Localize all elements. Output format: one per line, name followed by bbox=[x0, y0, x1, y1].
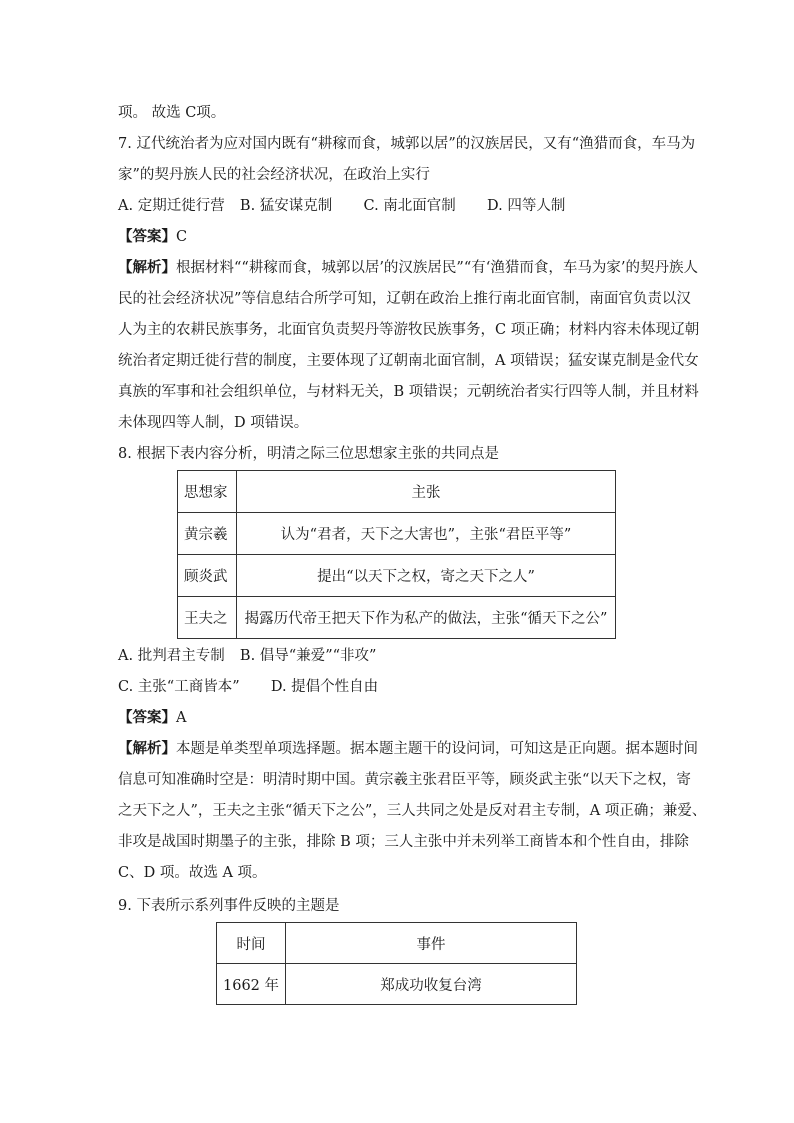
analysis-text: 信息可知准确时空是：明清时期中国。黄宗羲主张君臣平等，顾炎武主张“以天下之权，寄 bbox=[118, 772, 691, 788]
option-a: A. 批判君主专制 bbox=[118, 648, 225, 664]
question-8-answer bbox=[118, 708, 186, 728]
question-7-answer bbox=[118, 227, 187, 247]
table-cell: 王夫之 bbox=[178, 597, 237, 639]
analysis-text: 统治者定期迁徙行营的制度，主要体现了辽朝南北面官制，A 项错误；猛安谋克制是金代女 bbox=[118, 353, 699, 369]
question-7-analysis bbox=[118, 258, 698, 278]
option-b: B. 猛安谋克制 bbox=[239, 198, 333, 214]
table-cell: 认为“君者，天下之大害也”，主张“君臣平等” bbox=[237, 513, 616, 555]
analysis-text: 本题是单类型单项选择题。据本题主题干的设问词，可知这是正向题。据本题时间 bbox=[176, 741, 698, 757]
table-header-row bbox=[178, 471, 616, 513]
analysis-text: 之天下之人”，王夫之主张“循天下之公”，三人共同之处是反对君主专制，A 项正确；兼爱、 bbox=[118, 803, 707, 819]
table-cell: 黄宗羲 bbox=[178, 513, 237, 555]
question-8-stem: 8. 根据下表内容分析，明清之际三位思想家主张的共同点是 bbox=[118, 446, 499, 462]
analysis-text: 真族的军事和社会组织单位，与材料无关，B 项错误；元朝统治者实行四等人制，并且材料 bbox=[118, 384, 699, 400]
table-header-cell: 时间 bbox=[217, 923, 286, 964]
answer-label: 【答案】 bbox=[118, 228, 176, 245]
analysis-text: 根据材料““耕稼而食，城郭以居’的汉族居民”“有‘渔猎而食，车马为家’的契丹族人 bbox=[176, 260, 698, 276]
table-row bbox=[178, 555, 616, 597]
table-header-cell: 思想家 bbox=[178, 471, 237, 513]
table-header-row bbox=[217, 923, 577, 964]
analysis-text: 人为主的农耕民族事务，北面官负责契丹等游牧民族事务，C 项正确；材料内容未体现辽朝 bbox=[118, 322, 700, 338]
table-header-cell: 主张 bbox=[237, 471, 616, 513]
table-row bbox=[178, 513, 616, 555]
option-b: B. 倡导“兼爱”“非攻” bbox=[239, 648, 377, 664]
table-cell: 1662 年 bbox=[217, 964, 286, 1005]
option-c: C. 主张“工商皆本” bbox=[118, 679, 240, 695]
answer-label: 【答案】 bbox=[118, 709, 176, 726]
table-header-cell: 事件 bbox=[286, 923, 577, 964]
table-cell: 提出“以天下之权，寄之天下之人” bbox=[237, 555, 616, 597]
analysis-text: 未体现四等人制，D 项错误。 bbox=[118, 415, 309, 431]
analysis-text: 民的社会经济状况”等信息结合所学可知，辽朝在政治上推行南北面官制，南面官负责以汉 bbox=[118, 291, 691, 307]
analysis-text: C、D 项。故选 A 项。 bbox=[118, 865, 267, 881]
table-row bbox=[178, 597, 616, 639]
option-d: D. 提倡个性自由 bbox=[270, 679, 379, 695]
option-a: A. 定期迁徙行营 bbox=[118, 198, 225, 214]
question-8-analysis bbox=[118, 739, 698, 759]
table-row bbox=[217, 964, 577, 1005]
analysis-label: 【解析】 bbox=[118, 740, 176, 757]
question-7-stem-cont: 家”的契丹族人民的社会经济状况，在政治上实行 bbox=[118, 167, 430, 183]
answer-value: C bbox=[176, 229, 188, 245]
answer-value: A bbox=[176, 710, 187, 726]
option-d: D. 四等人制 bbox=[487, 198, 566, 214]
question-7-options bbox=[118, 196, 565, 216]
question-9-stem: 9. 下表所示系列事件反映的主题是 bbox=[118, 898, 340, 914]
option-c: C. 南北面官制 bbox=[363, 198, 456, 214]
events-table bbox=[216, 922, 577, 1005]
table-cell: 顾炎武 bbox=[178, 555, 237, 597]
analysis-text: 非攻是战国时期墨子的主张，排除 B 项；三人主张中并未列举工商皆本和个性自由，排除 bbox=[118, 834, 689, 850]
question-8-options-row2 bbox=[118, 677, 378, 697]
table-cell: 揭露历代帝王把天下作为私产的做法，主张“循天下之公” bbox=[237, 597, 616, 639]
question-7-stem: 7. 辽代统治者为应对国内既有“耕稼而食，城郭以居”的汉族居民，又有“渔猎而食，车马为 bbox=[118, 136, 696, 152]
question-8-options-row1 bbox=[118, 646, 376, 666]
analysis-label: 【解析】 bbox=[118, 259, 176, 276]
thinkers-table bbox=[177, 470, 616, 639]
text-line: 项。 故选 C项。 bbox=[118, 105, 226, 121]
table-cell: 郑成功收复台湾 bbox=[286, 964, 577, 1005]
